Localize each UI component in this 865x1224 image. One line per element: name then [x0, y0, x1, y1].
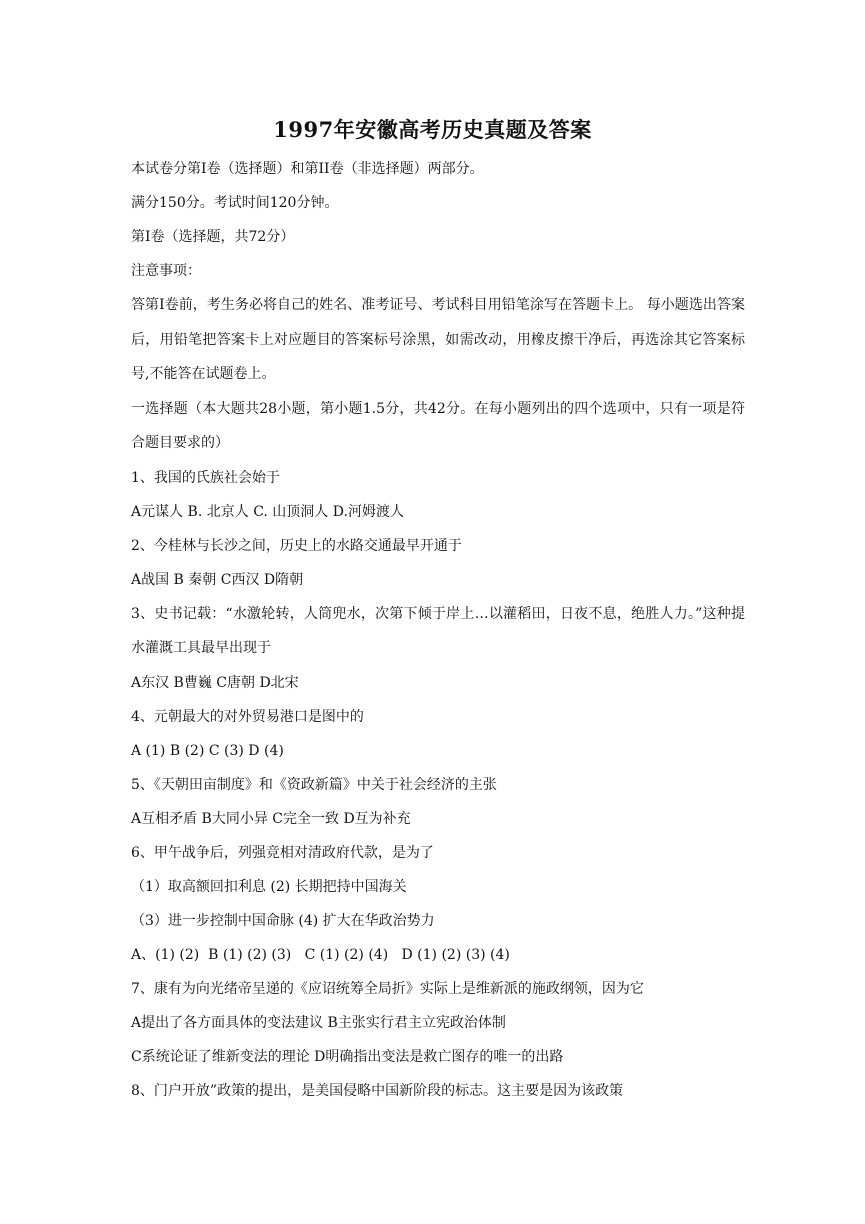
question-3-options: A东汉 B曹巍 C唐朝 D北宋: [131, 674, 299, 691]
score-line: 满分150分。考试时间120分钟。: [131, 195, 339, 211]
notice-heading: 注意事项：: [131, 263, 201, 279]
question-6: 6、甲午战争后，列强竞相对清政府代款，是为了: [131, 844, 434, 861]
intro-line: 本试卷分第Ⅰ卷（选择题）和第II卷（非选择题）两部分。: [131, 161, 484, 177]
question-7-options-b: C系统论证了维新变法的理论 D明确指出变法是救亡图存的唯一的出路: [131, 1048, 564, 1065]
question-6-statements-a: （1）取高额回扣利息 (2) 长期把持中国海关: [131, 878, 407, 895]
question-8: 8、门户开放”政策的提出，是美国侵略中国新阶段的标志。这主要是因为该政策: [131, 1082, 624, 1099]
question-2-options: A战国 B 秦朝 C西汉 D隋朝: [131, 571, 304, 588]
question-7: 7、康有为向光绪帝呈递的《应诏统筹全局折》实际上是维新派的施政纲领，因为它: [131, 980, 644, 997]
question-4-options: A (1) B (2) C (3) D (4): [131, 742, 284, 759]
question-6-options: A、(1) (2) B (1) (2) (3) C (1) (2) (4) D (1) (2) (3) (4): [131, 946, 510, 963]
notice-paragraph: 答第Ⅰ卷前，考生务必将自己的姓名、准考证号、考试科目用铅笔涂写在答题卡上。 每小题选出答案后，用铅笔把答案卡上对应题目的答案标号涂黑，如需改动，用橡皮擦干净后，再选涂其它答案标号,不能答在试题卷上。: [131, 297, 745, 382]
document-body: [131, 152, 745, 1108]
question-2: 2、今桂林与长沙之间，历史上的水路交通最早开通于: [131, 537, 462, 554]
question-7-options-a: A提出了各方面具体的变法建议 B主张实行君主立宪政治体制: [131, 1014, 506, 1031]
document-title: 1997年安徽高考历史真题及答案: [273, 117, 592, 142]
question-5-options: A互相矛盾 B大同小异 C完全一致 D互为补充: [131, 810, 411, 827]
question-1: 1、我国的氏族社会始于: [131, 469, 280, 486]
question-1-options: A元谋人 B. 北京人 C. 山顶洞人 D.河姆渡人: [131, 503, 404, 520]
question-3: 3、史书记载：“水激轮转，人筒兜水，次第下倾于岸上…以灌稻田，日夜不息，绝胜人力。”这种提水灌溉工具最早出现于: [131, 605, 745, 656]
question-5: 5、《天朝田亩制度》和《资政新篇》中关于社会经济的主张: [131, 776, 497, 793]
part-one-instructions: 一选择题（本大题共28小题，第小题1.5分，共42分。在每小题列出的四个选项中，只有一项是符合题目要求的）: [131, 400, 745, 451]
question-6-statements-b: （3）进一步控制中国命脉 (4) 扩大在华政治势力: [131, 912, 435, 929]
question-4: 4、元朝最大的对外贸易港口是图中的: [131, 708, 364, 725]
section-heading: 第Ⅰ卷（选择题，共72分）: [131, 229, 295, 245]
